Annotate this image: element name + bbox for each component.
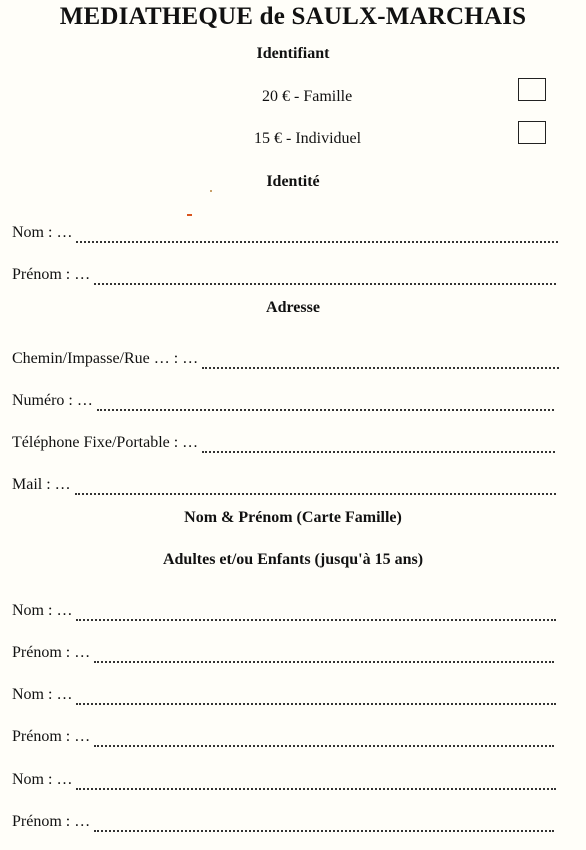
field-label: Nom : … [12, 686, 73, 703]
famille-prenom-input[interactable] [94, 731, 554, 747]
telephone-input[interactable] [202, 437, 555, 453]
identifiant-heading: Identifiant [256, 45, 330, 62]
field-famille-prenom-2 [12, 728, 554, 748]
field-label: Mail : … [12, 476, 71, 493]
nom-input[interactable] [76, 227, 558, 243]
field-telephone [12, 434, 555, 454]
field-nom [12, 224, 558, 244]
famille-heading: Nom & Prénom (Carte Famille) [184, 509, 402, 526]
option-individuel-label: 15 € - Individuel [254, 130, 362, 147]
field-mail [12, 476, 556, 496]
checkbox-famille[interactable] [518, 78, 546, 101]
field-famille-prenom-3 [12, 813, 554, 833]
field-label: Nom : … [12, 224, 73, 241]
numero-input[interactable] [97, 395, 554, 411]
identite-heading: Identité [266, 173, 320, 190]
option-famille-label: 20 € - Famille [262, 88, 353, 105]
famille-nom-input[interactable] [76, 774, 556, 790]
field-numero [12, 392, 554, 412]
field-famille-nom-1 [12, 602, 556, 622]
field-label: Prénom : … [12, 644, 91, 661]
field-famille-prenom-1 [12, 644, 554, 664]
field-label: Prénom : … [12, 813, 91, 830]
ink-mark [210, 190, 212, 192]
field-prenom [12, 266, 556, 286]
famille-nom-input[interactable] [76, 605, 556, 621]
field-label: Téléphone Fixe/Portable : … [12, 434, 199, 451]
field-famille-nom-3 [12, 771, 556, 791]
field-label: Nom : … [12, 771, 73, 788]
prenom-input[interactable] [94, 269, 556, 285]
field-chemin [12, 350, 559, 370]
chemin-input[interactable] [202, 353, 559, 369]
field-label: Chemin/Impasse/Rue … : … [12, 350, 199, 367]
field-label: Nom : … [12, 602, 73, 619]
field-label: Prénom : … [12, 728, 91, 745]
ink-mark [187, 214, 192, 216]
famille-prenom-input[interactable] [94, 647, 554, 663]
page-title: MEDIATHEQUE de SAULX-MARCHAIS [59, 3, 527, 30]
field-label: Prénom : … [12, 266, 91, 283]
famille-nom-input[interactable] [76, 689, 556, 705]
famille-subheading: Adultes et/ou Enfants (jusqu'à 15 ans) [162, 551, 424, 568]
mail-input[interactable] [75, 479, 556, 495]
field-famille-nom-2 [12, 686, 556, 706]
field-label: Numéro : … [12, 392, 93, 409]
famille-prenom-input[interactable] [94, 816, 554, 832]
checkbox-individuel[interactable] [518, 121, 546, 144]
adresse-heading: Adresse [266, 299, 320, 316]
